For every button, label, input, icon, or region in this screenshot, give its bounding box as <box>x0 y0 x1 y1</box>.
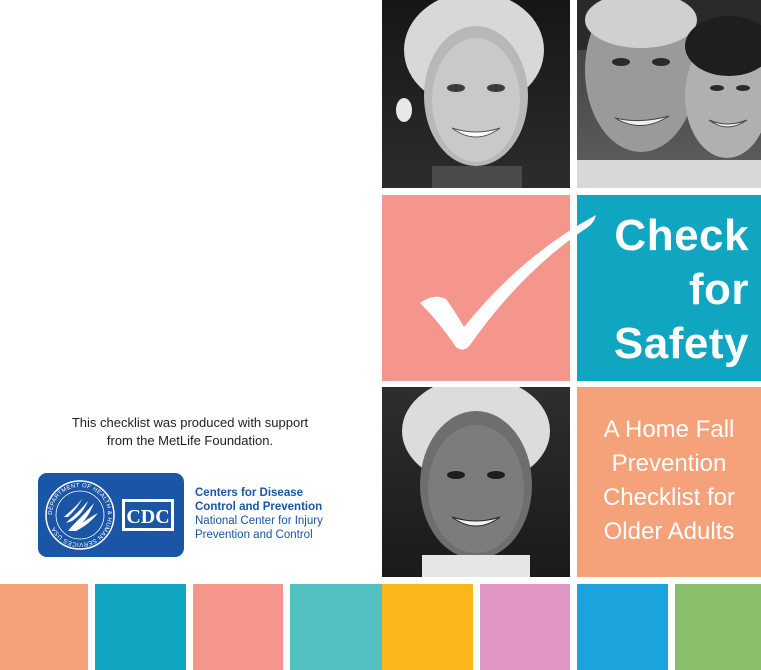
agency-name-line: Centers for Disease <box>195 487 304 499</box>
title-line: Check <box>614 211 749 260</box>
hhs-cdc-logo <box>38 473 184 557</box>
seal-text: DEPARTMENT OF HEALTH & HUMAN SERVICES USA <box>47 482 113 548</box>
title-line: Safety <box>613 319 749 368</box>
center-name-line: Prevention and Control <box>195 529 313 541</box>
color-block <box>193 584 283 670</box>
agency-name-line: Control and Prevention <box>195 501 323 513</box>
subtitle-line: Older Adults <box>603 518 735 545</box>
svg-text:DEPARTMENT OF HEALTH & HUMAN S <box>48 483 112 547</box>
hhs-eagle-icon <box>38 473 184 557</box>
photo-smiling-woman <box>382 387 570 577</box>
color-block <box>0 584 88 670</box>
title-line: for <box>688 265 749 314</box>
subtitle-line: Prevention <box>611 450 727 477</box>
color-block <box>95 584 186 670</box>
photo-older-couple <box>577 0 761 188</box>
support-note-line: This checklist was produced with support <box>71 415 309 430</box>
color-block <box>480 584 570 670</box>
subtitle-tile <box>577 387 761 577</box>
subtitle-line: Checklist for <box>602 484 736 511</box>
color-block <box>382 584 473 670</box>
checkmark-icon <box>382 195 761 381</box>
color-block <box>290 584 382 670</box>
subtitle-line: A Home Fall <box>603 416 735 443</box>
photo-older-woman <box>382 0 570 188</box>
support-note-line: from the MetLife Foundation. <box>106 433 274 448</box>
cdc-mark: CDC <box>126 506 170 528</box>
support-note <box>30 414 350 450</box>
center-name-line: National Center for Injury <box>195 515 323 527</box>
agency-name <box>195 486 365 542</box>
color-block <box>577 584 668 670</box>
page-subtitle <box>577 413 761 549</box>
color-block <box>675 584 761 670</box>
